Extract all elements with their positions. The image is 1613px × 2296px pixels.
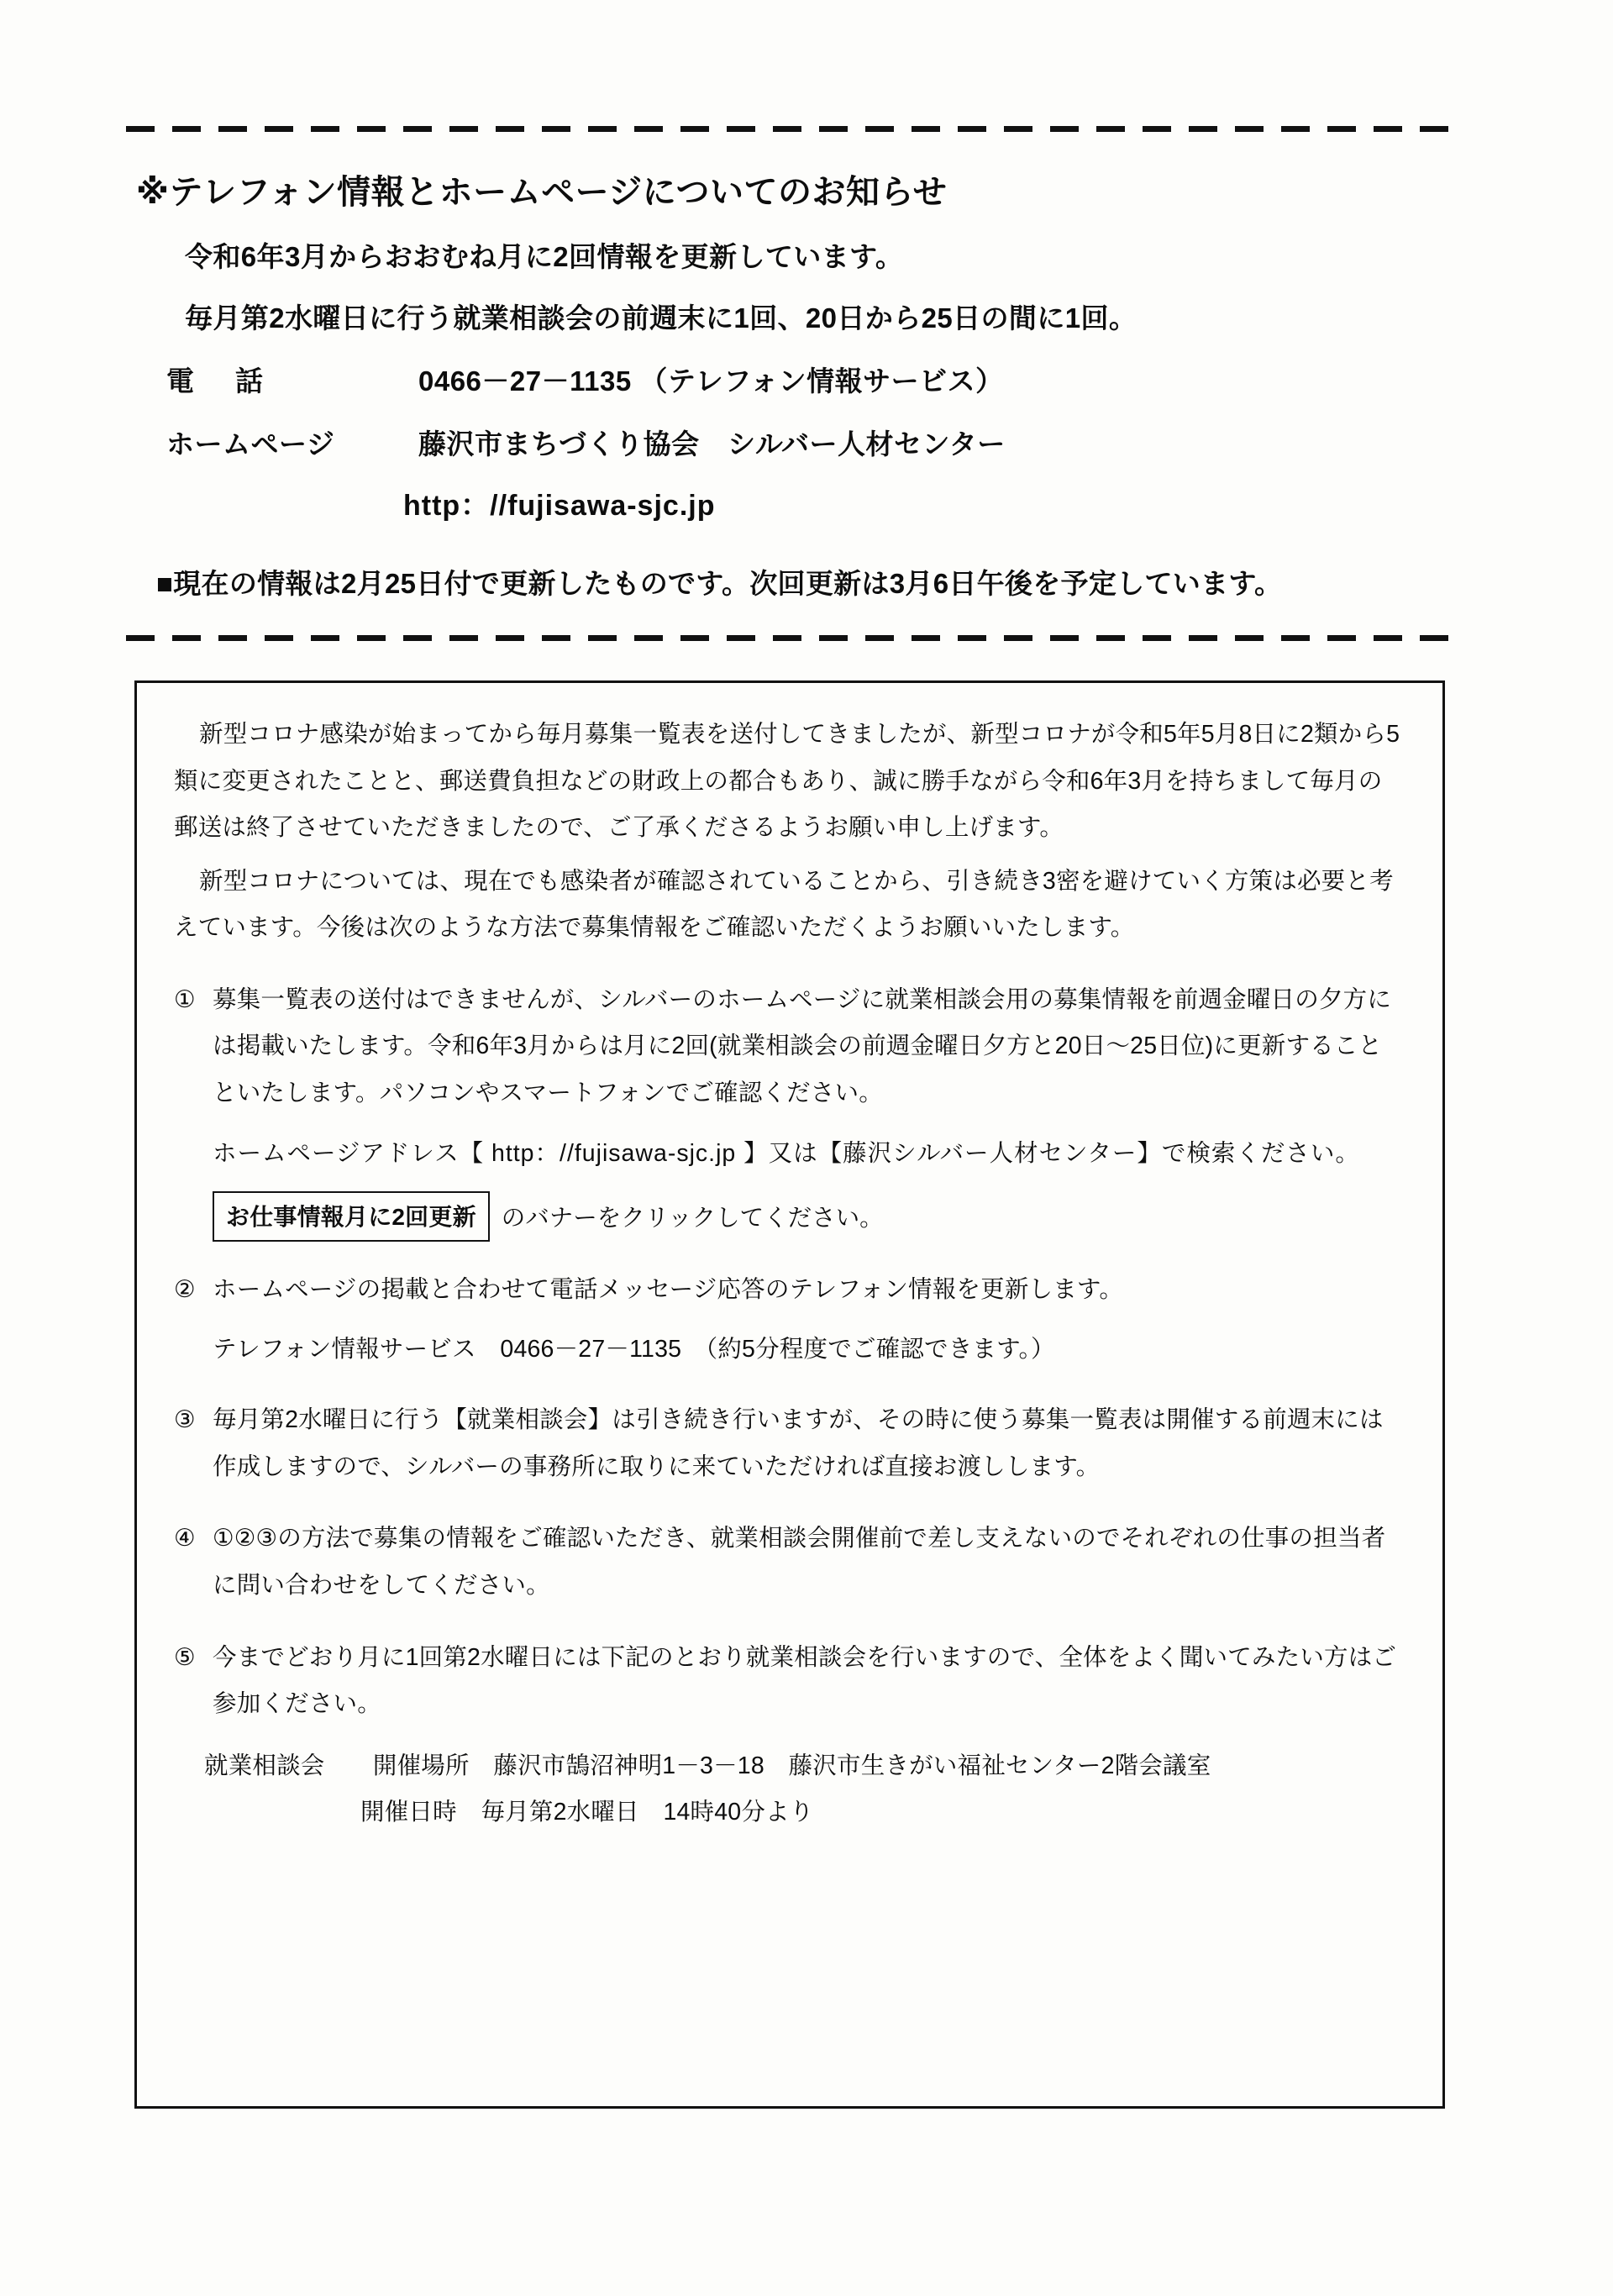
banner-suffix-text: のバナーをクリックしてください。 [501, 1205, 884, 1232]
phone-row [166, 360, 1487, 399]
paragraph-1: 新型コロナ感染が始まってから毎月募集一覧表を送付してきましたが、新型コロナが令和5年5月8日に2類から5類に変更されたことと、郵送費負担などの財政上の都合もあり、誠に勝手ながら令和6年3月を持ちまして毎月の郵送は終了させていただきましたので、ご了承くださるようお願い申し上げます。 [174, 721, 1400, 842]
paragraph-2: 新型コロナについては、現在でも感染者が確認されていることから、引き続き3密を避けていく方策は必要と考えています。今後は次のような方法で募集情報をご確認いただくようお願いいたします。 [174, 867, 1394, 942]
list-marker: ② [174, 1275, 196, 1303]
dashed-divider-top [126, 126, 1453, 132]
list-marker: ⑤ [174, 1643, 196, 1671]
phone-value: 0466－27－1135 （テレフォン情報サービス） [418, 365, 1004, 397]
homepage-label: ホームページ [166, 428, 335, 460]
list-marker: ③ [174, 1406, 196, 1434]
item1-address-line: ホームページアドレス【 http：//fujisawa-sjc.jp 】又は【藤沢シルバー人材センター】で検索ください。 [213, 1139, 1360, 1167]
banner-instruction-row [213, 1191, 1405, 1242]
banner-button[interactable]: お仕事情報月に2回更新 [213, 1191, 490, 1242]
notice-line-1: 令和6年3月からおおむね月に2回情報を更新しています。 [185, 241, 904, 272]
main-content-box [134, 680, 1445, 2109]
phone-label: 電 話 [166, 365, 270, 397]
list-text: 募集一覧表の送付はできませんが、シルバーのホームページに就業相談会用の募集情報を前週金曜日の夕方には掲載いたします。令和6年3月からは月に2回(就業相談会の前週金曜日夕方と20日～25日位)に更新することといたします。パソコンやスマートフォンでご確認ください。 [213, 985, 1392, 1106]
notice-section [126, 126, 1487, 641]
homepage-url: http：//fujisawa-sjc.jp [403, 490, 716, 522]
update-status-line: ■現在の情報は2月25日付で更新したものです。次回更新は3月6日午後を予定しています。 [156, 568, 1283, 599]
meeting-time-line: 開催日時 毎月第2水曜日 14時40分より [360, 1798, 814, 1826]
item2-phone-line: テレフォン情報サービス 0466－27－1135 （約5分程度でご確認できます。） [213, 1336, 1055, 1363]
homepage-value: 藤沢市まちづくり協会 シルバー人材センター [418, 428, 1006, 460]
list-text: 今までどおり月に1回第2水曜日には下記のとおり就業相談会を行いますので、全体をよく聞いてみたい方はご参加ください。 [213, 1643, 1397, 1718]
list-marker: ① [174, 985, 196, 1013]
list-text: ①②③の方法で募集の情報をご確認いただき、就業相談会開催前で差し支えないのでそれぞれの仕事の担当者に問い合わせをしてください。 [213, 1525, 1386, 1600]
list-item [174, 977, 1405, 1117]
notice-title: ※テレフォン情報とホームページについてのお知らせ [136, 174, 948, 211]
list-item [174, 1397, 1405, 1490]
list-marker: ④ [174, 1525, 196, 1553]
list-item [174, 1516, 1405, 1609]
homepage-row [166, 423, 1487, 462]
dashed-divider-bottom [126, 635, 1453, 641]
meeting-place-line: 就業相談会 開催場所 藤沢市鵠沼神明1－3－18 藤沢市生きがい福祉センター2階会議室 [204, 1752, 1211, 1779]
list-text: 毎月第2水曜日に行う【就業相談会】は引き続き行いますが、その時に使う募集一覧表は開催する前週末には作成しますので、シルバーの事務所に取りに来ていただければ直接お渡しします。 [213, 1406, 1384, 1480]
list-text: ホームページの掲載と合わせて電話メッセージ応答のテレフォン情報を更新します。 [213, 1275, 1124, 1303]
notice-line-2: 毎月第2水曜日に行う就業相談会の前週末に1回、20日から25日の間に1回。 [185, 302, 1138, 334]
list-item [174, 1635, 1405, 1728]
list-item [174, 1267, 1405, 1314]
